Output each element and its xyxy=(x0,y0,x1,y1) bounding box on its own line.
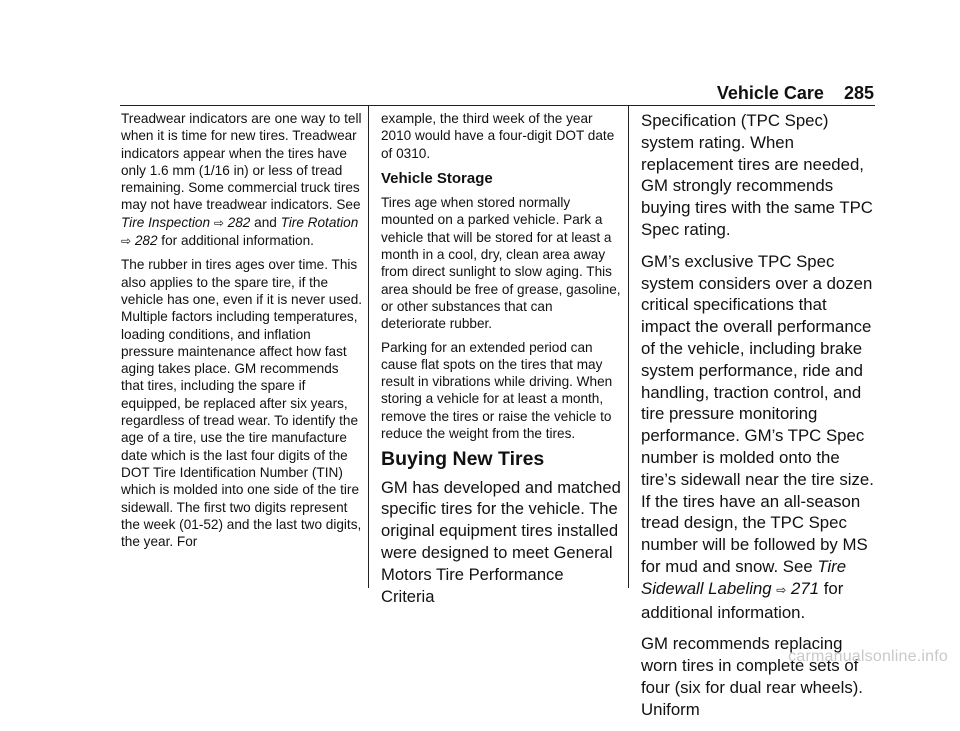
paragraph-text: for additional information. xyxy=(157,233,314,249)
page-ref-271[interactable]: 271 xyxy=(791,578,820,598)
page-ref-282b[interactable]: 282 xyxy=(134,233,158,249)
column-3 xyxy=(641,110,877,731)
watermark: carmanualsonline.info xyxy=(788,648,948,665)
column-2 xyxy=(381,110,621,613)
link-tire-rotation[interactable]: Tire Rotation xyxy=(280,214,359,230)
page-ref-282a[interactable]: 282 xyxy=(227,214,251,230)
paragraph-treadwear xyxy=(121,110,363,250)
paragraph-dot-example: example, the third week of the year 2010 would have a four-digit DOT date of 0310. xyxy=(381,111,615,161)
heading-vehicle-storage: Vehicle Storage xyxy=(381,169,493,187)
page-ref-arrow-icon: ⇨ xyxy=(121,234,132,249)
page-number: 285 xyxy=(843,83,874,103)
column-divider-1 xyxy=(368,106,369,588)
paragraph-tire-aging: The rubber in tires ages over time. This also applies to the spare tire, if the vehicle has one, even if it is never used. Multiple factors including temperatures, loading conditions, and inflation pressure maintenance affect how fast aging takes place. GM recommends that tires, including the spare if equipped, be replaced after six years, regardless of tread wear. To identify the age of a tire, use the tire manufacture date which is the last four digits of the DOT Tire Identification Number (TIN) which is molded into one side of the tire sidewall. The first two digits represent the week (01-52) and the last two digits, the year. For xyxy=(121,257,363,550)
paragraph-text: GM’s exclusive TPC Spec system considers over a dozen critical specifications that impact the overall performance of the vehicle, including brake system performance, ride and handling, traction control, and tire pressure monitoring performance. GM’s TPC Spec number is molded onto the tire’s sidewall near the tire size. If the tires have an all-season tread design, the TPC Spec number will be followed by MS for mud and snow. See xyxy=(641,251,874,576)
paragraph-text: for additional information. xyxy=(641,578,844,622)
page-ref-arrow-icon: ⇨ xyxy=(776,582,787,597)
paragraph-storage: Tires age when stored normally mounted on a parked vehicle. Park a vehicle that will be stored for at least a month in a cool, dry, clean area away from direct sunlight to slow aging. This area should be free of grease, gasoline, or other substances that can deteriorate rubber. xyxy=(381,195,621,332)
paragraph-gm-matched: GM has developed and matched specific tires for the vehicle. The original equipment tires installed were designed to meet General Motors Tire Performance Criteria xyxy=(381,477,621,606)
section-title: Vehicle Care xyxy=(716,83,824,103)
column-divider-2 xyxy=(628,106,629,588)
heading-buying-new-tires: Buying New Tires xyxy=(381,448,545,471)
paragraph-text: Treadwear indicators are one way to tell when it is time for new tires. Treadwear indicators appear when the tires have only 1.6 mm (1/16 in) or less of tread remaining. Some commercial truck tires may not have treadwear indicators. See xyxy=(121,111,362,213)
paragraph-text: and xyxy=(250,214,281,230)
link-tire-inspection[interactable]: Tire Inspection xyxy=(121,214,211,230)
paragraph-tpc-system xyxy=(641,251,877,624)
paragraph-replace-sets: GM recommends replacing worn tires in complete sets of four (six for dual rear wheels). Uniform xyxy=(641,634,863,719)
page-header xyxy=(0,83,874,104)
header-rule xyxy=(120,105,875,106)
link-tire-sidewall-labeling[interactable]: Tire Sidewall Labeling xyxy=(641,556,847,598)
page-ref-arrow-icon: ⇨ xyxy=(213,215,224,230)
paragraph-flat-spots: Parking for an extended period can cause flat spots on the tires that may result in vibrations while driving. When storing a vehicle for at least a month, remove the tires or raise the vehicle to reduce the weight from the tires. xyxy=(381,339,613,442)
column-1 xyxy=(121,110,363,556)
paragraph-tpc-rating: Specification (TPC Spec) system rating. When replacement tires are needed, GM strongly recommends buying tires with the same TPC Spec rating. xyxy=(641,111,873,239)
